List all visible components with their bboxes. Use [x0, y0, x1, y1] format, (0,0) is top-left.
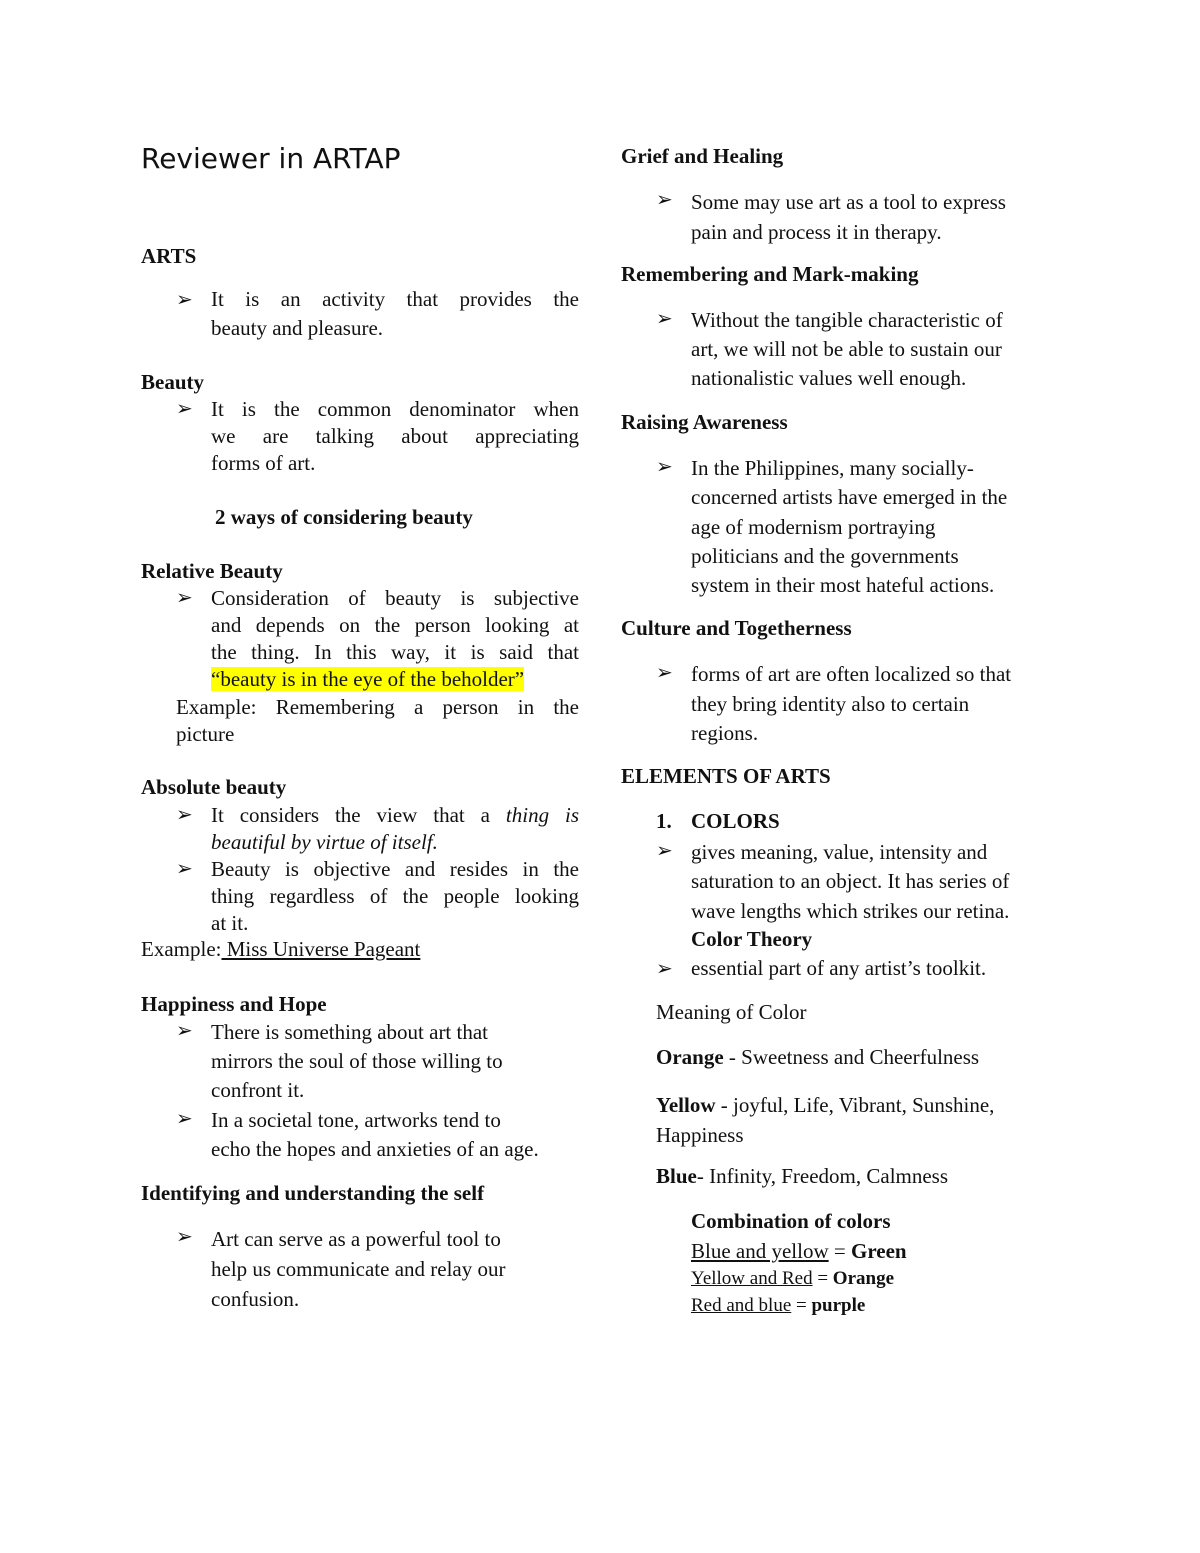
heading-remembering: Remembering and Mark-making: [621, 262, 919, 286]
heading-absolute-beauty: Absolute beauty: [141, 775, 287, 799]
heading-ways: 2 ways of considering beauty: [215, 505, 473, 529]
example-link: Miss Universe Pageant: [221, 937, 421, 961]
arrow-bullet-icon: ➢: [176, 287, 193, 311]
arrow-bullet-icon: ➢: [176, 396, 193, 420]
list-number: 1.: [656, 809, 672, 833]
heading-meaning-of-color: Meaning of Color: [656, 1000, 807, 1024]
combination-row: Blue and yellow = Green: [691, 1239, 907, 1263]
arrow-bullet-icon: ➢: [176, 802, 193, 826]
heading-raising-awareness: Raising Awareness: [621, 410, 788, 434]
heading-colors: COLORS: [691, 809, 780, 833]
heading-self: Identifying and understanding the self: [141, 1181, 485, 1205]
highlighted-quote: “beauty is in the eye of the beholder”: [211, 667, 525, 691]
heading-culture: Culture and Togetherness: [621, 616, 852, 640]
arrow-bullet-icon: ➢: [656, 306, 673, 330]
arrow-bullet-icon: ➢: [176, 585, 193, 609]
combination-row: Red and blue = purple: [691, 1295, 866, 1316]
arrow-bullet-icon: ➢: [656, 454, 673, 478]
arrow-bullet-icon: ➢: [176, 1106, 193, 1130]
arrow-bullet-icon: ➢: [656, 660, 673, 684]
example-text: Example: Remembering a person in the picture: [176, 695, 579, 746]
arrow-bullet-icon: ➢: [656, 956, 673, 980]
arrow-bullet-icon: ➢: [656, 838, 673, 862]
heading-relative-beauty: Relative Beauty: [141, 559, 283, 583]
combination-row: Yellow and Red = Orange: [691, 1268, 895, 1289]
arrow-bullet-icon: ➢: [176, 1224, 193, 1248]
arrow-bullet-icon: ➢: [176, 1018, 193, 1042]
arrow-bullet-icon: ➢: [176, 856, 193, 880]
page-title: Reviewer in ARTAP: [141, 142, 401, 175]
heading-grief-healing: Grief and Healing: [621, 144, 784, 168]
heading-combination: Combination of colors: [691, 1209, 891, 1233]
example-text: Example: Miss Universe Pageant: [141, 937, 421, 961]
color-meaning-blue: Blue- Infinity, Freedom, Calmness: [656, 1164, 949, 1188]
arrow-bullet-icon: ➢: [656, 187, 673, 211]
heading-color-theory: Color Theory: [691, 927, 813, 951]
color-meaning-yellow: Yellow - joyful, Life, Vibrant, Sunshine, Happiness: [656, 1093, 995, 1147]
heading-elements: ELEMENTS OF ARTS: [621, 764, 831, 788]
heading-happiness-hope: Happiness and Hope: [141, 992, 327, 1016]
heading-arts: ARTS: [141, 244, 197, 268]
heading-beauty: Beauty: [141, 370, 204, 394]
color-meaning-orange: Orange - Sweetness and Cheerfulness: [656, 1045, 980, 1069]
